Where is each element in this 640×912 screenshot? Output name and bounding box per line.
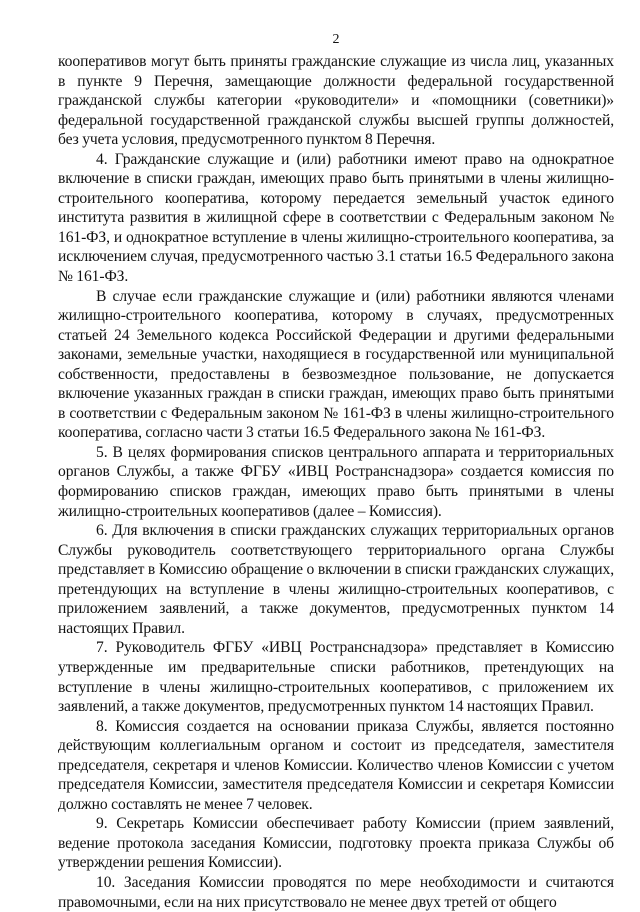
paragraph-continuation: кооперативов могут быть приняты гражданские служащие из числа лиц, указанных в пункте 9 Перечня, замещающие должности федеральной государственной гражданской службы категории «руководители» и «помощники (советники)» федеральной государственной гражданской службы высшей группы должностей, без учета условия, предусмотренного пунктом 8 Перечня. <box>58 53 614 149</box>
paragraph-item-6: 6. Для включения в списки гражданских служащих территориальных органов Службы руководитель соответствующего территориального органа Службы представляет в Комиссию обращение о включении в списки гражданских служащих, претендующих на вступление в члены жилищно-строительных кооперативов, с приложением заявлений, а также документов, предусмотренных пунктом 14 настоящих Правил. <box>58 522 614 637</box>
paragraph-item-7: 7. Руководитель ФГБУ «ИВЦ Ространснадзора» представляет в Комиссию утвержденные им предварительные списки работников, претендующих на вступление в члены жилищно-строительных кооперативов, с приложением их заявлений, а также документов, предусмотренных пунктом 14 настоящих Правил. <box>58 639 614 716</box>
page-number: 2 <box>332 32 340 47</box>
paragraph-item-10: 10. Заседания Комиссии проводятся по мере необходимости и считаются правомочными, если на них присутствовало не менее двух третей от общего <box>58 873 614 911</box>
paragraph-item-9: 9. Секретарь Комиссии обеспечивает работу Комиссии (прием заявлений, ведение протокола заседания Комиссии, подготовку проекта приказа Службы об утверждении решения Комиссии). <box>58 815 614 872</box>
paragraph-item-4: 4. Гражданские служащие и (или) работники имеют право на однократное включение в списки граждан, имеющих право быть принятыми в члены жилищно-строительного кооператива, которому передается земельный участок единого института развития в жилищной сфере в соответствии с Федеральным законом № 161-ФЗ, и однократное вступление в члены жилищно-строительного кооператива, за исключением случая, предусмотренного частью 3.1 статьи 16.5 Федерального закона № 161-ФЗ. <box>58 150 614 286</box>
document-page <box>58 32 614 912</box>
paragraph-item-8: 8. Комиссия создается на основании приказа Службы, является постоянно действующим коллегиальным органом и состоит из председателя, заместителя председателя, секретаря и членов Комиссии. Количество членов Комиссии с учетом председателя Комиссии, заместителя председателя Комиссии и секретаря Комиссии должно составлять не менее 7 человек. <box>58 717 614 813</box>
paragraph-item-4-continuation: В случае если гражданские служащие и (или) работники являются членами жилищно-строительного кооператива, которому в случаях, предусмотренных статьей 24 Земельного кодекса Российской Федерации и другими федеральными законами, земельные участки, находящиеся в государственной или муниципальной собственности, предоставлены в безвозмездное пользование, не допускается включение указанных граждан в списки граждан, имеющих право быть принятыми в соответствии с Федеральным законом № 161-ФЗ в члены жилищно-строительного кооператива, согласно части 3 статьи 16.5 Федерального закона № 161-ФЗ. <box>58 287 614 442</box>
paragraph-item-5: 5. В целях формирования списков центрального аппарата и территориальных органов Службы, а также ФГБУ «ИВЦ Ространснадзора» создается комиссия по формированию списков граждан, имеющих право быть принятыми в члены жилищно-строительных кооперативов (далее – Комиссия). <box>58 443 614 520</box>
